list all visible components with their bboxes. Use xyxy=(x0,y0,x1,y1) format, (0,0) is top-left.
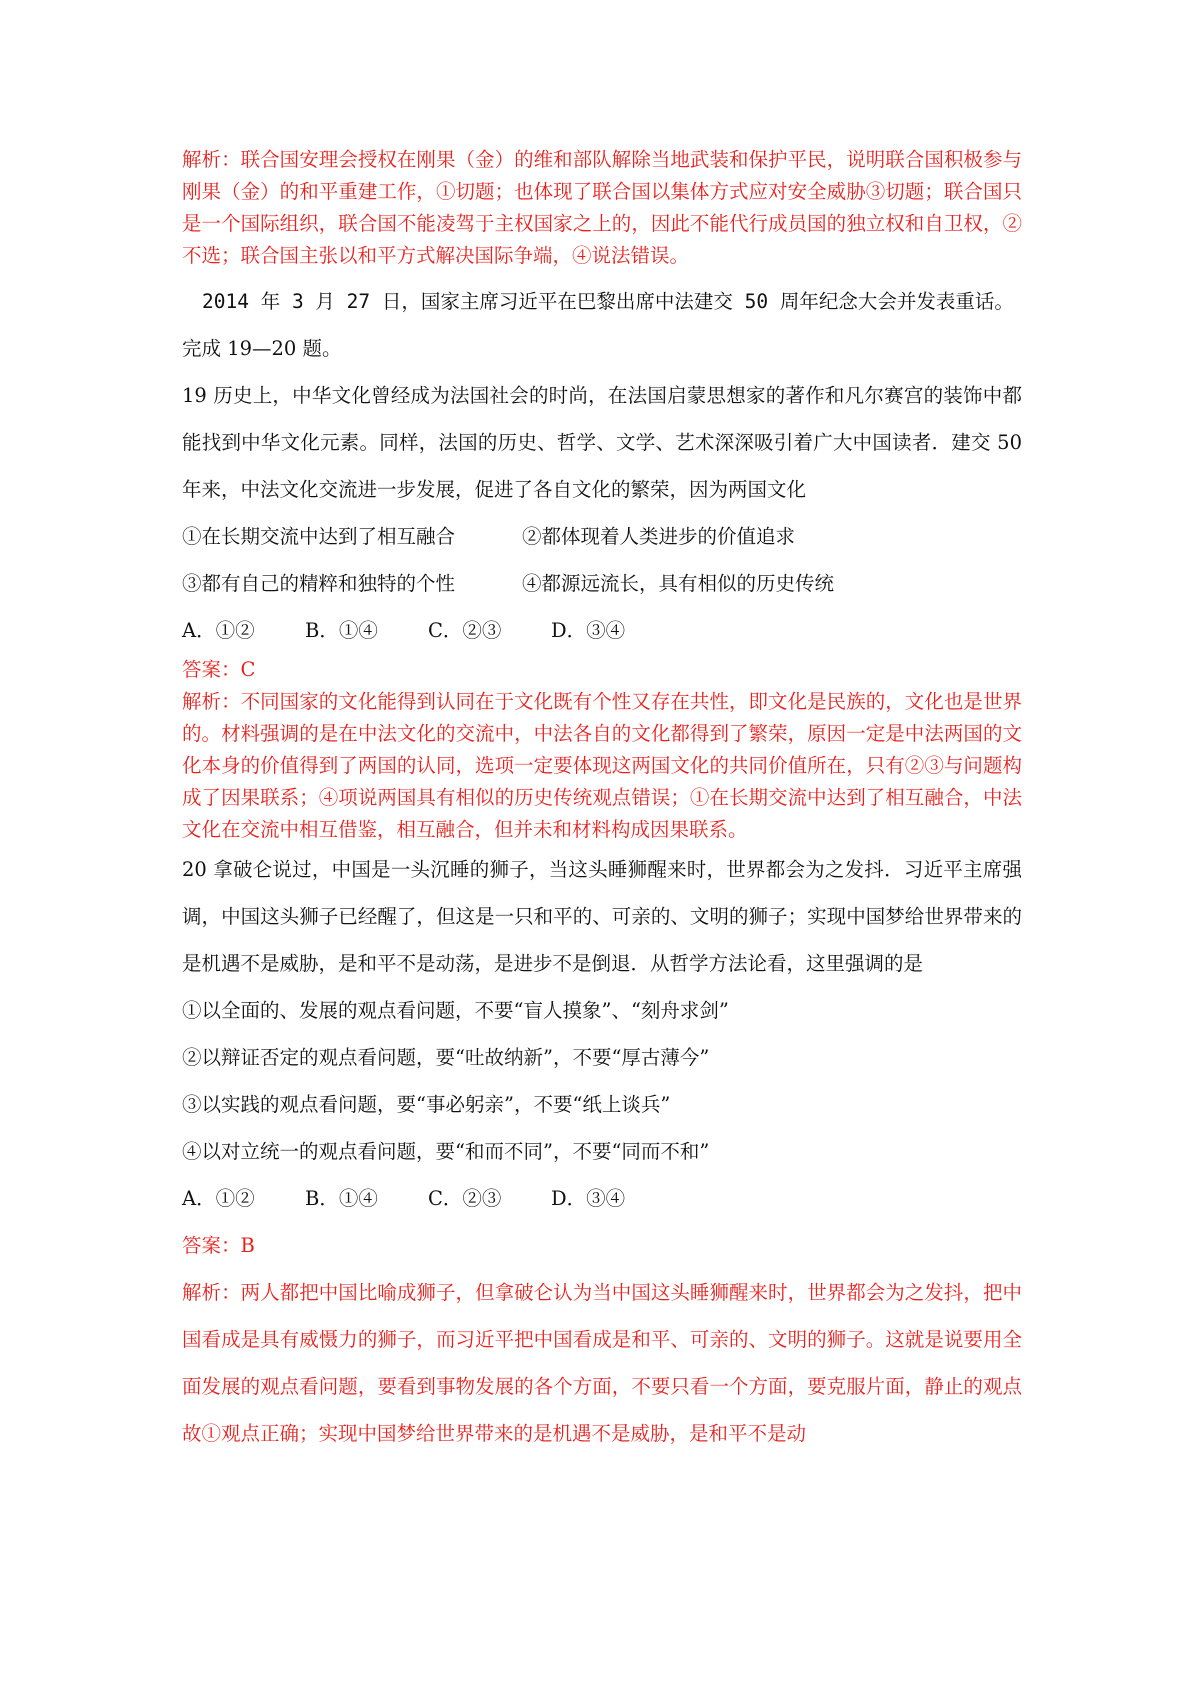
q19-choice-b: B．①④ xyxy=(305,619,378,642)
q19-option-3: ③都有自己的精粹和独特的个性 xyxy=(182,572,456,595)
q19-answer: 答案：C xyxy=(182,658,256,681)
material-intro: 2014 年 3 月 27 日，国家主席习近平在巴黎出席中法建交 50 周年纪念大会并发表重话。 xyxy=(202,290,1014,313)
material-intro-tail: 完成 19—20 题。 xyxy=(182,337,342,360)
q20-choice-d: D．③④ xyxy=(551,1187,626,1210)
q20-analysis: 解析：两人都把中国比喻成狮子，但拿破仑认为当中国这头睡狮醒来时，世界都会为之发抖，把中国看成是具有威慑力的狮子，而习近平把中国看成是和平、可亲的、文明的狮子。这就是说要用全面发展的观点看问题，要看到事物发展的各个方面，不要只看一个方面，要克服片面，静止的观点故①观点正确；实现中国梦给世界带来的是机遇不是威胁，是和平不是动 xyxy=(182,1281,1022,1445)
q20-option-2: ②以辩证否定的观点看问题，要“吐故纳新”，不要“厚古薄今” xyxy=(182,1046,710,1069)
q19-choices xyxy=(182,607,1022,654)
q19-option-4: ④都源远流长，具有相似的历史传统 xyxy=(522,572,835,595)
q19-choice-a: A．①② xyxy=(182,619,255,642)
q20-choice-b: B．①④ xyxy=(305,1187,378,1210)
q20-choice-a: A．①② xyxy=(182,1187,255,1210)
q19-choice-d: D．③④ xyxy=(551,619,626,642)
q20-choices xyxy=(182,1175,1022,1222)
q20-option-3: ③以实践的观点看问题，要“事必躬亲”，不要“纸上谈兵” xyxy=(182,1093,671,1116)
q19-analysis: 解析：不同国家的文化能得到认同在于文化既有个性又存在共性，即文化是民族的，文化也是世界的。材料强调的是在中法文化的交流中，中法各自的文化都得到了繁荣，原因一定是中法两国的文化本身的价值得到了两国的认同，选项一定要体现这两国文化的共同价值所在，只有②③与问题构成了因果联系；④项说两国具有相似的历史传统观点错误；①在长期交流中达到了相互融合，中法文化在交流中相互借鉴，相互融合，但并未和材料构成因果联系。 xyxy=(182,690,1022,841)
q19-option-1: ①在长期交流中达到了相互融合 xyxy=(182,525,456,548)
analysis-q18: 解析：联合国安理会授权在刚果（金）的维和部队解除当地武装和保护平民，说明联合国积极参与刚果（金）的和平重建工作，①切题；也体现了联合国以集体方式应对安全威胁③切题；联合国只是一个国际组织，联合国不能凌驾于主权国家之上的，因此不能代行成员国的独立权和自卫权，②不选；联合国主张以和平方式解决国际争端，④说法错误。 xyxy=(182,148,1022,267)
question-20-stem: 20 拿破仑说过，中国是一头沉睡的狮子，当这头睡狮醒来时，世界都会为之发抖．习近平主席强调，中国这头狮子已经醒了，但这是一只和平的、可亲的、文明的狮子；实现中国梦给世界带来的是机遇不是威胁，是和平不是动荡，是进步不是倒退．从哲学方法论看，这里强调的是 xyxy=(182,858,1022,975)
question-19-options-row-1 xyxy=(182,513,1022,560)
document-page xyxy=(182,144,1022,1457)
question-19-options-row-2 xyxy=(182,560,1022,607)
q20-choice-c: C．②③ xyxy=(428,1187,502,1210)
q20-option-1: ①以全面的、发展的观点看问题，不要“盲人摸象”、“刻舟求剑” xyxy=(182,999,729,1022)
q19-option-2: ②都体现着人类进步的价值追求 xyxy=(522,525,796,548)
q19-choice-c: C．②③ xyxy=(428,619,502,642)
q20-answer: 答案：B xyxy=(182,1234,255,1257)
question-19-stem: 19 历史上，中华文化曾经成为法国社会的时尚，在法国启蒙思想家的著作和凡尔赛宫的装饰中都能找到中华文化元素。同样，法国的历史、哲学、文学、艺术深深吸引着广大中国读者．建交 50 年来，中法文化交流进一步发展，促进了各自文化的繁荣，因为两国文化 xyxy=(182,384,1022,501)
q20-option-4: ④以对立统一的观点看问题，要“和而不同”，不要“同而不和” xyxy=(182,1140,710,1163)
